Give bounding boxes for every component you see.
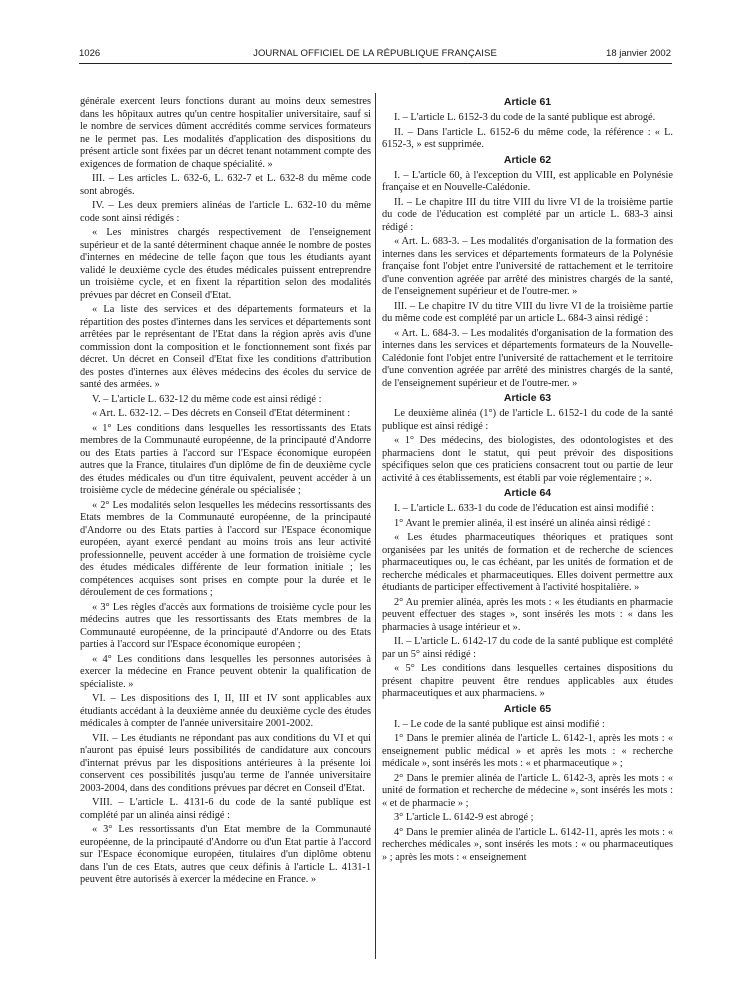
paragraph: II. – Le chapitre III du titre VIII du livre VI de la troisième partie du code de l'éducation est complété par un article L. 683-3 ainsi rédigé : (382, 196, 673, 233)
paragraph: VIII. – L'article L. 4131-6 du code de la santé publique est complété par un alinéa ainsi rédigé : (80, 797, 371, 821)
paragraph: I. – L'article 60, à l'exception du VIII, est applicable en Polynésie française et en Nouvelle-Calédonie. (382, 169, 673, 193)
page-header (79, 48, 671, 62)
column-divider (375, 93, 376, 959)
paragraph: Le deuxième alinéa (1°) de l'article L. 6152-1 du code de la santé publique est ainsi rédigé : (382, 408, 673, 432)
paragraph: III. – Les articles L. 632-6, L. 632-7 et L. 632-8 du même code sont abrogés. (80, 173, 371, 197)
paragraph: II. – Dans l'article L. 6152-6 du même code, la référence : « L. 6152-3, » est supprimée. (382, 126, 673, 150)
paragraph: « 1° Les conditions dans lesquelles les ressortissants des Etats membres de la Communauté européenne, de la principauté d'Andorre ou des Etats parties à l'accord sur l'Espace économique européen autres que la France, titulaires d'un diplôme de fin de deuxième cycle des études médicales ou d'un titre équivalent, peuvent accéder à un troisième cycle de médecine générale ou spécialisée ; (80, 422, 371, 496)
paragraph: « Les études pharmaceutiques théoriques et pratiques sont organisées par les unités de formation et de recherche de sciences pharmaceutiques ou, le cas échéant, par les unités de formation et de recherche médicales et pharmaceutiques. Elles doivent permettre aux étudiants de participer effectivement à l'activité hospitalière. » (382, 532, 673, 593)
paragraph: « Art. L. 683-3. – Les modalités d'organisation de la formation des internes dans les services et départements formateurs de la Polynésie française font l'objet entre l'université de rattachement et le territoire d'une convention agréée par arrêté des ministres chargés de la santé, de l'enseignement supérieur et de l'outre-mer. » (382, 236, 673, 297)
paragraph: « Art. L. 684-3. – Les modalités d'organisation de la formation des internes dans les services et départements formateurs de la Nouvelle-Calédonie font l'objet entre l'université de rattachement et le territoire d'une convention agréée par arrêté des ministres chargés de la santé, de l'enseignement supérieur et de l'outre-mer. » (382, 327, 673, 389)
left-column (80, 96, 371, 889)
paragraph: II. – L'article L. 6142-17 du code de la santé publique est complété par un 5° ainsi rédigé : (382, 636, 673, 660)
paragraph: III. – Le chapitre IV du titre VIII du livre VI de la troisième partie du même code est complété par un article L. 684-3 ainsi rédigé : (382, 300, 673, 324)
paragraph: 3° L'article L. 6142-9 est abrogé ; (394, 812, 534, 823)
paragraph: I. – Le code de la santé publique est ainsi modifié : (394, 718, 605, 730)
page-number: 1026 (79, 48, 101, 59)
paragraph: I. – L'article L. 6152-3 du code de la santé publique est abrogé. (394, 112, 656, 123)
paragraph: « 1° Des médecins, des biologistes, des odontologistes et des pharmaciens dont le statut, qui peut prévoir des dispositions spécifiques selon que ces praticiens consacrent tout ou partie de leur activité à ces établissements, est établi par voie réglementaire ; ». (382, 435, 673, 484)
paragraph: « La liste des services et des départements formateurs et la répartition des postes d'internes dans les services et départements sont arrêtées par le représentant de l'Etat dans la région après avis d'une commission dont la composition et le fonctionnement sont fixés par décret. Un décret en Conseil d'Etat fixe les conditions d'attribution des postes d'internes aux élèves médecins des écoles du service de santé des armées. » (80, 304, 371, 390)
article-65-heading: Article 65 (503, 702, 552, 715)
article-64-heading: Article 64 (503, 487, 552, 499)
paragraph: 2° Dans le premier alinéa de l'article L. 6142-3, après les mots : « unité de formation et recherche de médecine », sont insérés les mots : « et de pharmacie » ; (382, 772, 673, 809)
paragraph: « 3° Les règles d'accès aux formations de troisième cycle pour les médecins autres que les ressortissants des Etats membres de la Communauté européenne, de la principauté d'Andorre ou des Etats parties à l'accord sur l'Espace économique européen ; (80, 601, 371, 650)
paragraph: IV. – Les deux premiers alinéas de l'article L. 632-10 du même code sont ainsi rédigés : (80, 200, 371, 224)
paragraph: V. – L'article L. 632-12 du même code est ainsi rédigé : (92, 393, 322, 405)
header-rule (79, 63, 672, 64)
paragraph: 1° Dans le premier alinéa de l'article L. 6142-1, après les mots : « enseignement public médical » et après les mots : « recherche médicale », sont insérés les mots : « et pharmaceutique » ; (382, 733, 673, 769)
paragraph: « 3° Les ressortissants d'un Etat membre de la Communauté européenne, de la principauté d'Andorre ou d'un Etat partie à l'accord sur l'Espace économique européen, titulaires d'un diplôme obtenu dans l'un de ces Etats, autres que ceux définis à l'article L. 4131-1 peuvent être autorisés à exercer la médecine en France. » (80, 824, 371, 885)
paragraph: 2° Au premier alinéa, après les mots : « les étudiants en pharmacie peuvent effectuer des stages », sont insérés les mots : « dans les pharmacies à usage intérieur et ». (382, 596, 673, 633)
right-column (382, 96, 673, 866)
paragraph: 1° Avant le premier alinéa, il est inséré un alinéa ainsi rédigé : (394, 517, 651, 529)
paragraph: VII. – Les étudiants ne répondant pas aux conditions du VI et qui n'auront pas épuisé leurs possibilités de candidature aux concours d'internat prévus par les dispositions antérieures à la présente loi conservent ces possibilités jusqu'au terme de l'année universitaire 2003-2004, dans des conditions prévues par décret en Conseil d'Etat. (80, 732, 371, 794)
paragraph: « Les ministres chargés respectivement de l'enseignement supérieur et de la santé déterminent chaque année le nombre de postes d'internes en médecine de telle façon que tous les étudiants ayant validé le deuxième cycle des études médicales puissent entreprendre un troisième cycle, et en fixent la répartition selon des modalités prévues par décret en Conseil d'Etat. (80, 227, 371, 301)
article-62-heading: Article 62 (503, 153, 552, 166)
paragraph: « 4° Les conditions dans lesquelles les personnes autorisées à exercer la médecine en France peuvent obtenir la qualification de spécialiste. » (80, 653, 371, 690)
article-63-heading: Article 63 (503, 392, 552, 404)
paragraph: « Art. L. 632-12. – Des décrets en Conseil d'Etat déterminent : (92, 408, 351, 419)
publication-date: 18 janvier 2002 (606, 48, 671, 59)
paragraph: « 5° Les conditions dans lesquelles certaines dispositions du présent chapitre peuvent être rendues applicables aux études pharmaceutiques et aux pharmaciens. » (382, 663, 673, 699)
paragraph: 4° Dans le premier alinéa de l'article L. 6142-11, après les mots : « recherches médicales », sont insérés les mots : « ou pharmaceutiques » ; après les mots : « enseignement (382, 826, 673, 863)
paragraph: générale exercent leurs fonctions durant au moins deux semestres dans les hôpitaux autres qu'un centre hospitalier universitaire, sauf si le nombre de services dûment accrédités comme services formateurs ne le permet pas. Les modalités d'application des dispositions du présent article sont fixées par un décret tenant notamment compte des exigences de formation de chaque spécialité. » (80, 96, 371, 170)
paragraph: VI. – Les dispositions des I, II, III et IV sont applicables aux étudiants accédant à la deuxième année du deuxième cycle des études médicales à compter de l'année universitaire 2001-2002. (80, 693, 371, 729)
paragraph: I. – L'article L. 633-1 du code de l'éducation est ainsi modifié : (394, 503, 654, 514)
article-61-heading: Article 61 (503, 96, 552, 108)
journal-title: JOURNAL OFFICIEL DE LA RÉPUBLIQUE FRANÇAISE (253, 48, 497, 59)
paragraph: « 2° Les modalités selon lesquelles les médecins ressortissants des Etats membres de la Communauté européenne, de la principauté d'Andorre ou des Etats parties à l'accord sur l'Espace économique européen, ayant exercé pendant au moins trois ans leur activité professionnelle, peuvent accéder à une formation de troisième cycle des études médicales différente de leur formation initiale ; les compétences acquises sont prises en compte pour la durée et le déroulement de ces formations ; (80, 499, 371, 598)
